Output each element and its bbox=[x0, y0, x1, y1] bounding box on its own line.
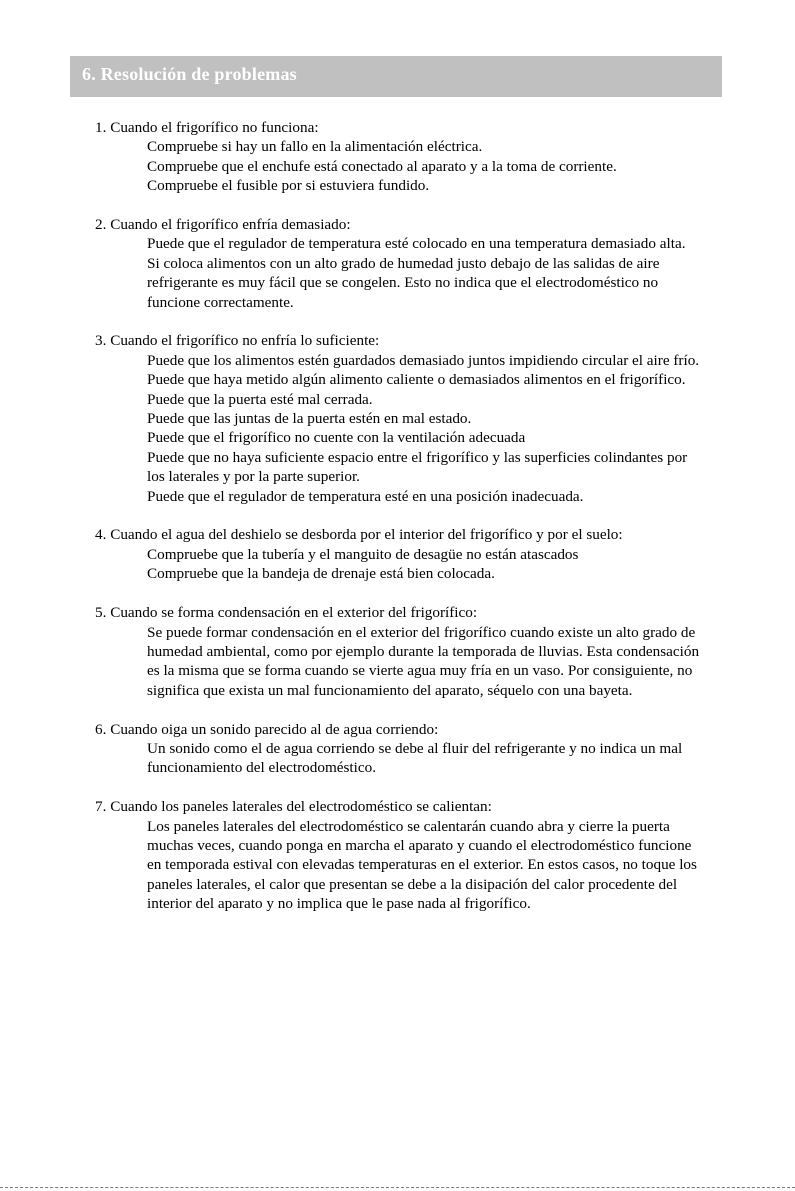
item-paragraph: Compruebe que el enchufe está conectado al aparato y a la toma de corriente. bbox=[147, 157, 617, 175]
item-paragraph: Los paneles laterales del electrodoméstico se calentarán cuando abra y cierre la puerta muchas veces, cuando ponga en marcha el aparato y cuando el electrodoméstico funcione en temporada estival con elevadas temperaturas en el exterior. En estos casos, no toque los paneles laterales, el calor que presentan se debe a la disipación del calor procedente del interior del aparato y no implica que le pase nada al frigorífico. bbox=[147, 817, 697, 913]
item-body bbox=[95, 623, 705, 701]
item-paragraph: Puede que el regulador de temperatura esté colocado en una temperatura demasiado alta. bbox=[147, 235, 686, 253]
troubleshooting-item bbox=[95, 525, 705, 583]
troubleshooting-item bbox=[95, 797, 705, 913]
troubleshooting-list bbox=[95, 118, 705, 933]
troubleshooting-item bbox=[95, 331, 705, 506]
item-heading: 7. Cuando los paneles laterales del electrodoméstico se calientan: bbox=[95, 798, 492, 816]
item-heading: 6. Cuando oiga un sonido parecido al de agua corriendo: bbox=[95, 720, 439, 738]
troubleshooting-item bbox=[95, 720, 705, 778]
item-paragraph: Puede que no haya suficiente espacio entre el frigorífico y las superficies colindantes por los laterales y por la parte superior. bbox=[147, 448, 688, 486]
item-paragraph: Un sonido como el de agua corriendo se debe al fluir del refrigerante y no indica un mal funcionamiento del electrodoméstico. bbox=[147, 739, 683, 777]
item-heading: 4. Cuando el agua del deshielo se desborda por el interior del frigorífico y por el suelo: bbox=[95, 526, 623, 544]
section-title: 6. Resolución de problemas bbox=[82, 64, 297, 84]
troubleshooting-item bbox=[95, 603, 705, 700]
item-paragraph: Puede que el frigorífico no cuente con la ventilación adecuada bbox=[147, 429, 526, 447]
troubleshooting-item bbox=[95, 215, 705, 312]
item-paragraph: Puede que el regulador de temperatura esté en una posición inadecuada. bbox=[147, 487, 584, 505]
page-bottom-rule bbox=[0, 1187, 795, 1188]
item-heading: 1. Cuando el frigorífico no funciona: bbox=[95, 119, 319, 136]
item-body bbox=[95, 234, 705, 312]
item-paragraph: Compruebe el fusible por si estuviera fundido. bbox=[147, 177, 430, 195]
item-paragraph: Compruebe que la bandeja de drenaje está bien colocada. bbox=[147, 565, 495, 583]
item-body bbox=[95, 351, 705, 506]
item-paragraph: Puede que haya metido algún alimento caliente o demasiados alimentos en el frigorífico. bbox=[147, 371, 686, 389]
item-body bbox=[95, 817, 705, 914]
item-paragraph: Si coloca alimentos con un alto grado de humedad justo debajo de las salidas de aire refrigerante es muy fácil que se congelen. Esto no indica que el electrodoméstico no funcione correctamente. bbox=[147, 254, 660, 311]
item-paragraph: Puede que las juntas de la puerta estén en mal estado. bbox=[147, 410, 472, 428]
item-heading: 2. Cuando el frigorífico enfría demasiado: bbox=[95, 216, 351, 234]
item-body bbox=[95, 739, 705, 778]
troubleshooting-item bbox=[95, 118, 705, 196]
item-heading: 5. Cuando se forma condensación en el exterior del frigorífico: bbox=[95, 604, 478, 622]
item-paragraph: Puede que la puerta esté mal cerrada. bbox=[147, 390, 373, 408]
item-paragraph: Puede que los alimentos estén guardados demasiado juntos impidiendo circular el aire frío. bbox=[147, 351, 700, 369]
item-body bbox=[95, 137, 705, 195]
item-heading: 3. Cuando el frigorífico no enfría lo suficiente: bbox=[95, 332, 380, 350]
section-header-band bbox=[70, 56, 722, 97]
item-paragraph: Compruebe que la tubería y el manguito de desagüe no están atascados bbox=[147, 545, 579, 563]
item-paragraph: Se puede formar condensación en el exterior del frigorífico cuando existe un alto grado de humedad ambiental, como por ejemplo durante la temporada de lluvias. Esta condensación es la misma que se forma cuando se vierte agua muy fría en un vaso. Por consiguiente, no significa que exista un mal funcionamiento del aparato, séquelo con una bayeta. bbox=[147, 623, 700, 699]
item-body bbox=[95, 545, 705, 584]
item-paragraph: Compruebe si hay un fallo en la alimentación eléctrica. bbox=[147, 138, 483, 156]
